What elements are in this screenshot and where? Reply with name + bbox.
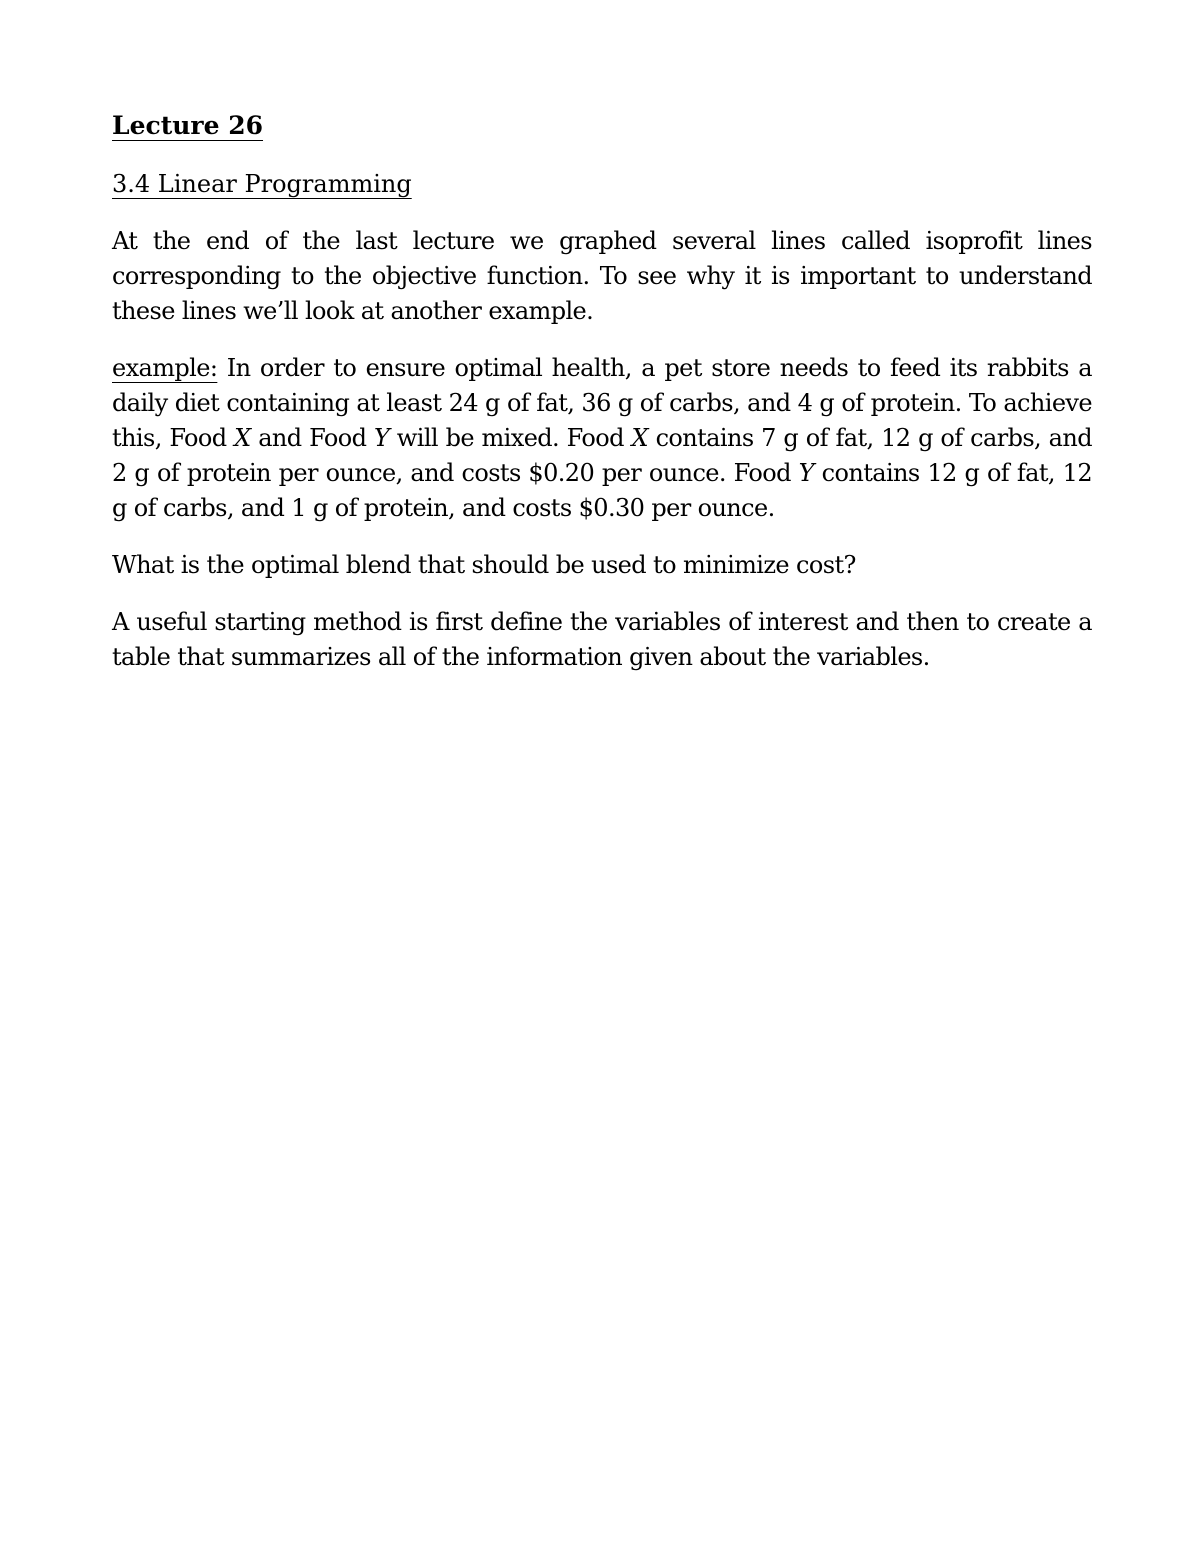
example-text-2: and Food <box>250 424 374 452</box>
food-x-symbol: X <box>234 424 251 452</box>
food-x-symbol: X <box>631 424 648 452</box>
section-title: 3.4 Linear Programming <box>112 170 412 198</box>
question-paragraph: What is the optimal blend that should be used to minimize cost? <box>112 551 856 579</box>
example-label: example: <box>112 354 218 382</box>
example-text-3: will be mixed. Food <box>389 424 632 452</box>
lecture-title: Lecture 26 <box>112 111 264 140</box>
method-paragraph: A useful starting method is first define the variables of interest and then to create a table that summarizes all of the information given about the variables. <box>112 608 1092 671</box>
food-y-symbol: Y <box>373 424 390 452</box>
intro-paragraph: At the end of the last lecture we graphed several lines called isoprofit lines corresponding to the objective function. To see why it is important to understand these lines we’ll look at another example. <box>112 227 1092 325</box>
example-text-4: contains 7 g of fat, 12 g of carbs, and 2 g of protein per ounce, and costs $0.20 per ounce. Food <box>112 424 1093 487</box>
example-text-1: In order to ensure optimal health, a pet store needs to feed its rabbits a daily diet containing at least 24 g of fat, 36 g of carbs, and 4 g of protein. To achieve this, Food <box>112 354 1092 452</box>
example-text-5: contains 12 g of fat, 12 g of carbs, and 1 g of protein, and costs $0.30 per ounce. <box>112 459 1093 522</box>
food-y-symbol: Y <box>798 459 814 487</box>
example-paragraph <box>112 351 1092 526</box>
document-page <box>112 108 1092 675</box>
